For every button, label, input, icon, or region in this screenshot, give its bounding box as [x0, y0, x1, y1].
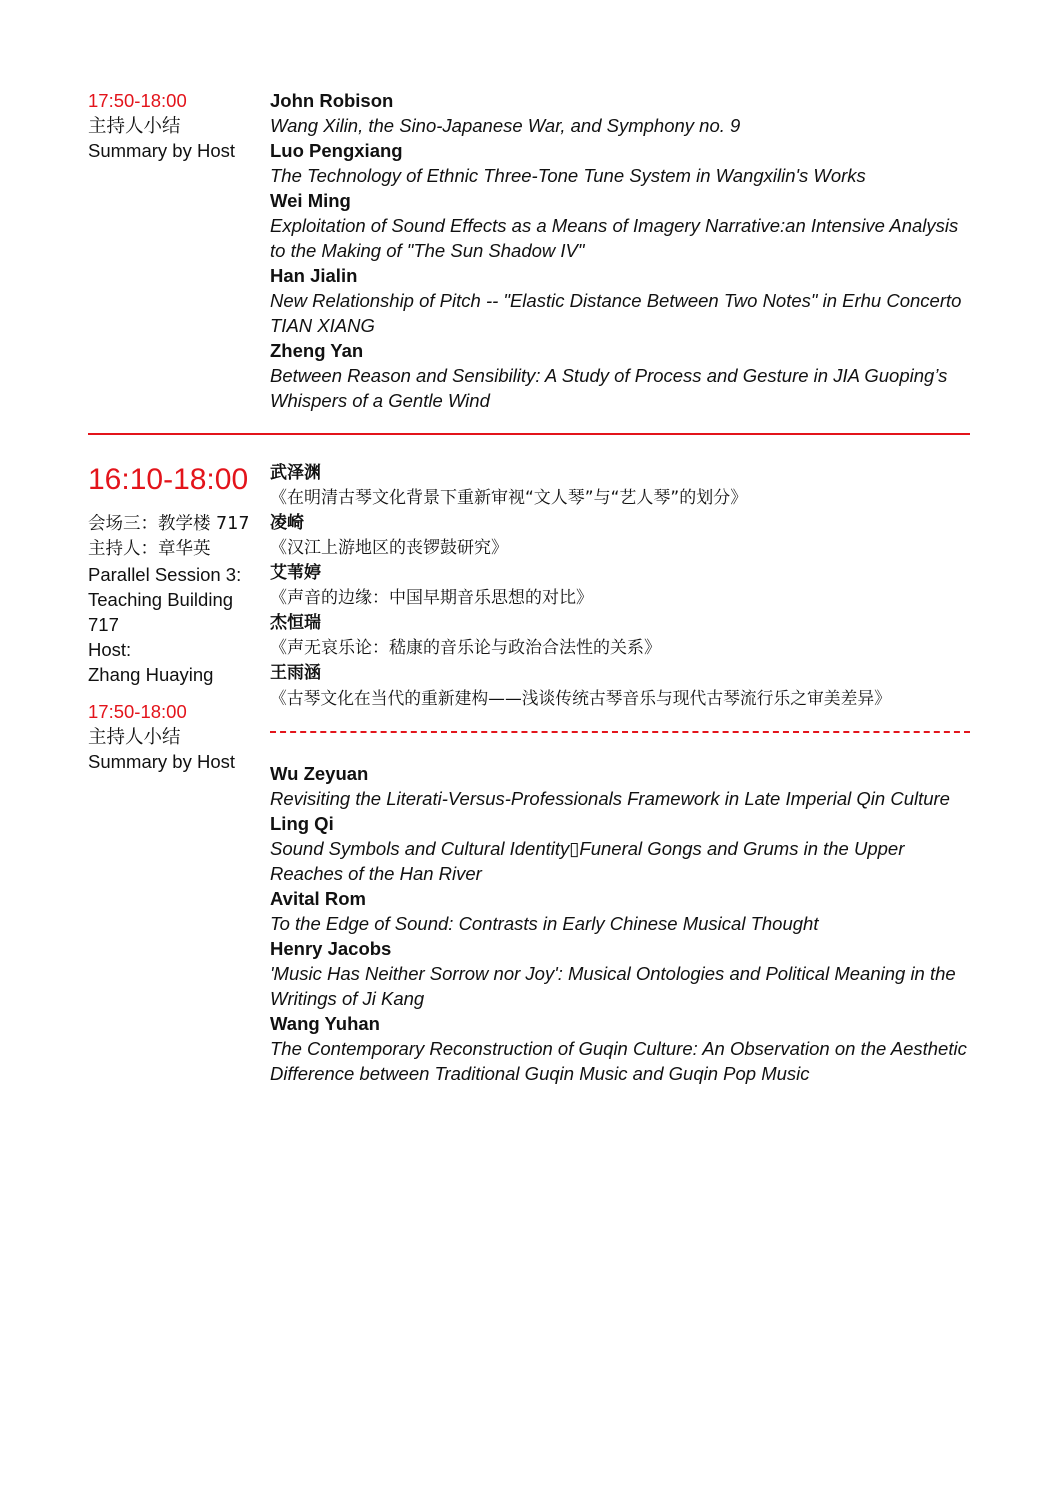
talk-title: The Contemporary Reconstruction of Guqin Culture: An Observation on the Aesthetic Difference between Traditional Guqin Music and Guqin Pop Music [270, 1038, 967, 1084]
session-time: 16:10-18:00 [88, 463, 249, 496]
summary-time: 17:50-18:00 [88, 90, 187, 111]
talk-title-cn: 《声音的边缘：中国早期音乐思想的对比》 [270, 588, 593, 608]
host-en-label: Host: [88, 639, 132, 660]
speaker-name-cn: 凌崎 [270, 513, 304, 533]
host-en-name: Zhang Huaying [88, 664, 214, 685]
talk-title: To the Edge of Sound: Contrasts in Early Chinese Musical Thought [270, 913, 819, 934]
venue-cn: 会场三：教学楼 717 [88, 514, 250, 534]
speaker-name: Han Jialin [270, 265, 358, 286]
block1-talks [270, 88, 975, 413]
talk-title: Between Reason and Sensibility: A Study of Process and Gesture in JIA Guoping’s Whispers of a Gentle Wind [270, 365, 948, 411]
block2-session-info [88, 462, 266, 774]
language-divider [270, 731, 970, 733]
summary-label-en: Summary by Host [88, 140, 236, 161]
speaker-name-cn: 杰恒瑞 [270, 613, 321, 633]
talk-title: Exploitation of Sound Effects as a Means of Imagery Narrative:an Intensive Analysis to the Making of "The Sun Shadow IV" [270, 215, 959, 261]
speaker-name: Luo Pengxiang [270, 140, 403, 161]
talk-title-cn: 《古琴文化在当代的重新建构——浅谈传统古琴音乐与现代古琴流行乐之审美差异》 [270, 688, 891, 708]
session-en-line1: Parallel Session 3: [88, 564, 242, 585]
speaker-name-cn: 王雨涵 [270, 663, 321, 683]
summary-label-cn: 主持人小结 [88, 726, 181, 747]
section-divider [88, 433, 970, 435]
talk-title: New Relationship of Pitch -- "Elastic Distance Between Two Notes" in Erhu Concerto TIAN XIANG [270, 290, 962, 336]
talk-title-cn: 《汉江上游地区的丧锣鼓研究》 [270, 538, 508, 558]
speaker-name: John Robison [270, 90, 394, 111]
talk-title: The Technology of Ethnic Three-Tone Tune System in Wangxilin's Works [270, 165, 866, 186]
host-cn: 主持人：章华英 [88, 539, 211, 559]
speaker-name: Ling Qi [270, 813, 334, 834]
summary-label-cn: 主持人小结 [88, 115, 181, 136]
speaker-name: Wu Zeyuan [270, 763, 369, 784]
speaker-name-cn: 武泽渊 [270, 463, 321, 483]
session-en-line3: 717 [88, 614, 119, 635]
talk-title: Sound Symbols and Cultural Identity▯Funeral Gongs and Grums in the Upper Reaches of the Han River [270, 838, 905, 884]
block1-summary [88, 88, 263, 163]
speaker-name: Zheng Yan [270, 340, 364, 361]
speaker-name-cn: 艾苇婷 [270, 563, 321, 583]
talk-title-cn: 《在明清古琴文化背景下重新审视“文人琴”与“艺人琴”的划分》 [270, 488, 748, 508]
block2-talks-en [270, 761, 975, 1086]
speaker-name: Henry Jacobs [270, 938, 392, 959]
speaker-name: Wei Ming [270, 190, 351, 211]
talk-title: Revisiting the Literati-Versus-Professionals Framework in Late Imperial Qin Culture [270, 788, 950, 809]
talk-title-cn: 《声无哀乐论：嵇康的音乐论与政治合法性的关系》 [270, 638, 661, 658]
talk-title: 'Music Has Neither Sorrow nor Joy': Musical Ontologies and Political Meaning in the Writings of Ji Kang [270, 963, 956, 1009]
speaker-name: Avital Rom [270, 888, 366, 909]
block2-talks-cn [270, 461, 975, 711]
speaker-name: Wang Yuhan [270, 1013, 380, 1034]
summary-time: 17:50-18:00 [88, 701, 187, 722]
talk-title: Wang Xilin, the Sino-Japanese War, and Symphony no. 9 [270, 115, 741, 136]
summary-label-en: Summary by Host [88, 751, 236, 772]
session-en-line2: Teaching Building [88, 589, 234, 610]
